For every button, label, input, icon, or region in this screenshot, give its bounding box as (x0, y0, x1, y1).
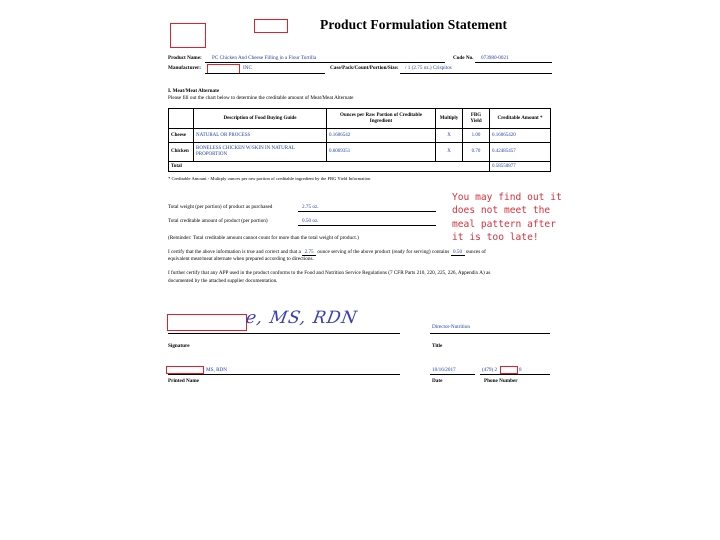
printed-name-label: Printed Name (168, 378, 199, 384)
phone-line (480, 374, 550, 375)
redaction-title-company (254, 19, 288, 33)
header-fbg: FBG Yield (463, 109, 490, 129)
total-weight-label: Total weight (per portion) of product as purchased (168, 204, 273, 210)
header-blank (169, 109, 194, 129)
creditable-amount-label: Total creditable amount of product (per portion) (168, 218, 268, 224)
product-name-label: Product Name: (168, 55, 202, 61)
creditable-amount-underline (298, 225, 436, 226)
header-multiply: Multiply (436, 109, 463, 129)
section-instruction: Please fill out the chart below to determine the creditable amount of Meat/Meat Alternate (168, 95, 354, 101)
page-title: Product Formulation Statement (320, 17, 508, 32)
date-line (430, 374, 475, 375)
row-fbg: 1.00 (463, 129, 490, 143)
printed-name-line (168, 374, 400, 375)
row-creditable: 0.42485457 (490, 143, 551, 162)
row-fbg: 0.70 (463, 143, 490, 162)
case-pack-label: Case/Pack/Count/Portion/Size: (330, 65, 399, 71)
warning-annotation: You may find out it does not meet the meal pattern after it is too late! (452, 192, 562, 244)
product-name-value: PC Chicken And Cheese Filling in a Flour Tortilla (212, 55, 317, 61)
code-no-value: 073980-0021 (481, 55, 509, 61)
phone-suffix: 8 (519, 367, 522, 373)
certify-part-1: I certify that the above information is true and correct and that a (168, 249, 301, 255)
table-header-row (169, 109, 551, 129)
total-label: Total (169, 162, 490, 172)
creditable-amount-value: 0.50 oz. (302, 218, 319, 224)
row-creditable: 0.16065420 (490, 129, 551, 143)
phone-label: Phone Number (484, 378, 518, 384)
row-label: Chicken (169, 143, 194, 162)
table-row (169, 143, 551, 162)
title-line (430, 333, 550, 334)
further-certify-line-2: documented by the attached supplier documentation. (168, 278, 278, 284)
code-no-label: Code No. (453, 55, 474, 61)
redaction-logo (170, 23, 206, 48)
total-weight-value: 2.75 oz. (302, 204, 319, 210)
case-pack-underline (400, 73, 552, 74)
signature-label: Signature (168, 343, 190, 349)
header-ounces: Ounces per Raw Portion of Creditable Ingredient (327, 109, 436, 129)
date-value: 10/16/2017 (432, 367, 456, 373)
handwritten-signature: e, MS, RDN (244, 308, 360, 328)
certify-serving-value: 2.75 (302, 249, 316, 256)
title-value: Director-Nutrition (432, 324, 470, 330)
certify-amount-value: 0.50 (451, 249, 465, 256)
reminder-text: (Reminder: Total creditable amount cannot count for more than the total weight of product.) (168, 235, 359, 241)
meat-alternate-table (168, 108, 551, 172)
row-description: BONELESS CHICKEN W/SKIN IN NATURAL PROPORTION (194, 143, 327, 162)
redaction-printed-name (166, 366, 204, 374)
row-multiply: X (436, 129, 463, 143)
product-name-underline (205, 62, 445, 63)
table-row (169, 129, 551, 143)
manufacturer-underline (205, 73, 325, 74)
header-creditable: Creditable Amount * (490, 109, 551, 129)
manufacturer-label: Manufacturer: (168, 65, 202, 71)
phone-value: (479) 2 (482, 367, 498, 373)
header-description: Description of Food Buying Guide (194, 109, 327, 129)
certify-part-3: ounces of (465, 249, 486, 255)
row-label: Cheese (169, 129, 194, 143)
section-heading: I. Meat/Meat Alternate (168, 88, 220, 94)
manufacturer-value: INC (243, 65, 252, 71)
row-ounces: 0.1606542 (327, 129, 436, 143)
further-certify-line-1: I further certify that any APP used in the product conforms to the Food and Nutrition Service Regulations (7 CFR Parts 210, 220, 225, 226, Appendix A) as (168, 270, 491, 276)
certify-line-1 (168, 249, 486, 256)
total-value: 0.58550877 (490, 162, 551, 172)
certify-part-2: ounce serving of the above product (ready for serving) contains (317, 249, 450, 255)
code-no-underline (475, 62, 552, 63)
redaction-signature-name (167, 314, 247, 331)
certify-line-2: equivalent meat/meat alternate when prepared according to directions. (168, 256, 314, 262)
printed-name-value: MS, RDN (206, 367, 228, 373)
table-total-row (169, 162, 551, 172)
row-multiply: X (436, 143, 463, 162)
row-ounces: 0.6069351 (327, 143, 436, 162)
footnote: * Creditable Amount - Multiply ounces per raw portion of creditable ingredient by the FBG Yield Information (168, 176, 371, 181)
row-description: NATURAL OR PROCESS (194, 129, 327, 143)
signature-line (168, 333, 400, 334)
case-pack-value: / 1 (2.75 oz.) Crispitos (405, 65, 452, 71)
redaction-phone (500, 366, 518, 374)
date-label: Date (432, 378, 443, 384)
total-weight-underline (298, 211, 436, 212)
title-label: Title (432, 343, 443, 349)
